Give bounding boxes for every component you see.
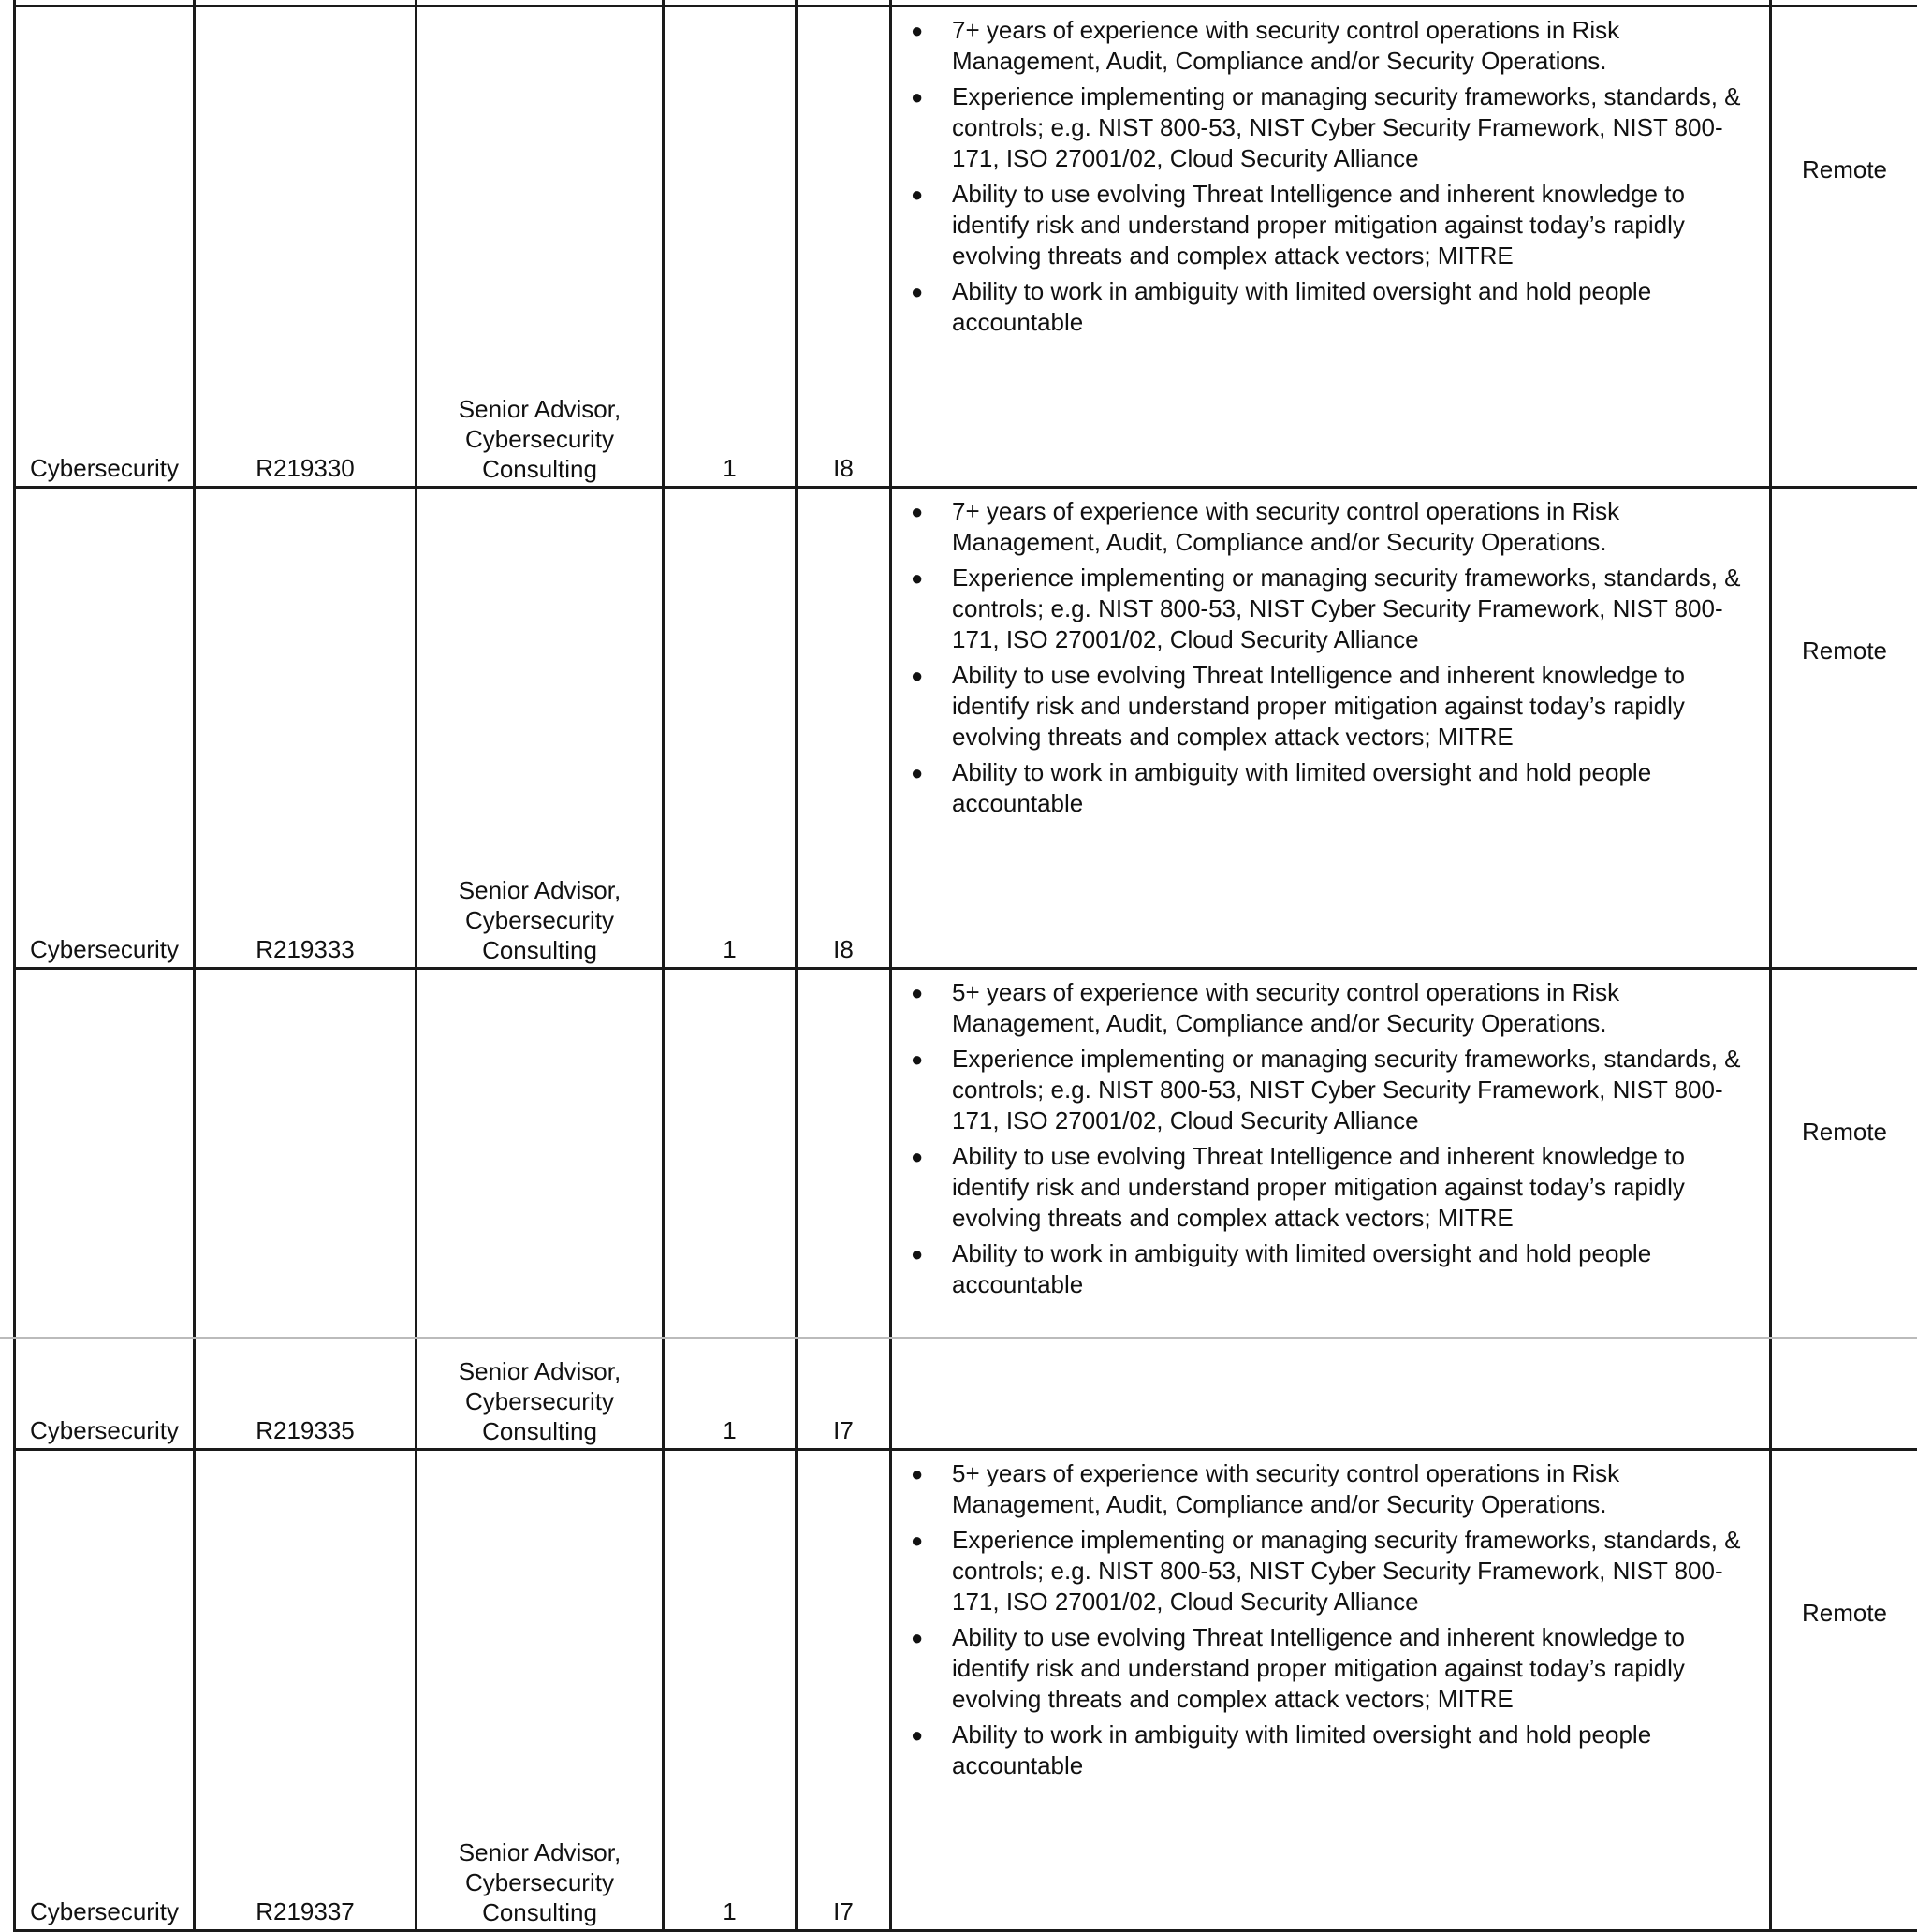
job-openings-table — [13, 0, 1917, 1932]
category-text: Cybersecurity — [30, 454, 179, 482]
requirements-list — [898, 1458, 1763, 1781]
table-row — [15, 7, 1917, 488]
level-text: I8 — [833, 454, 854, 482]
category-cell — [15, 969, 195, 1450]
location-cell — [1771, 969, 1917, 1450]
requirement-item — [898, 179, 1763, 271]
requirement-text: Experience implementing or managing security frameworks, standards, & controls; e.g. NIST 800-53, NIST Cyber Security Framework, NIST 800-171, ISO 27001/02, Cloud Security Alliance — [952, 564, 1741, 653]
job-title-cell — [417, 969, 664, 1450]
requirement-item — [898, 757, 1763, 819]
requirement-item — [898, 496, 1763, 558]
requisition-id-text: R219330 — [256, 454, 355, 482]
category-cell — [15, 7, 195, 488]
job-title-line: Cybersecurity — [425, 1867, 654, 1897]
requirements-cell — [891, 969, 1771, 1450]
openings-cell — [664, 7, 797, 488]
requirement-text: Ability to work in ambiguity with limited oversight and hold people accountable — [952, 277, 1651, 336]
level-cell — [797, 969, 891, 1450]
job-title-line: Consulting — [425, 1897, 654, 1927]
requirement-text: Experience implementing or managing security frameworks, standards, & controls; e.g. NIST 800-53, NIST Cyber Security Framework, NIST 800-171, ISO 27001/02, Cloud Security Alliance — [952, 82, 1741, 172]
job-title-line: Senior Advisor, — [425, 394, 654, 424]
requirement-item — [898, 1622, 1763, 1715]
bullet-icon: ● — [911, 1238, 923, 1269]
requirements-cell — [891, 488, 1771, 969]
level-text: I8 — [833, 935, 854, 963]
job-title-cell — [417, 488, 664, 969]
job-title-line: Consulting — [425, 1416, 654, 1446]
requirement-item — [898, 15, 1763, 77]
location-text: Remote — [1802, 1599, 1887, 1627]
category-cell — [15, 1450, 195, 1931]
requirements-cell — [891, 1450, 1771, 1931]
requirement-item — [898, 276, 1763, 338]
requirement-text: Ability to use evolving Threat Intelligence and inherent knowledge to identify risk and understand proper mitigation against today’s rapidly evolving threats and complex attack vectors; MITRE — [952, 1623, 1685, 1713]
requirement-item — [898, 1044, 1763, 1136]
openings-count: 1 — [723, 454, 736, 482]
requirement-item — [898, 977, 1763, 1039]
requirements-list — [898, 977, 1763, 1300]
bullet-icon: ● — [911, 496, 923, 527]
bullet-icon: ● — [911, 1458, 923, 1489]
requirement-text: 7+ years of experience with security control operations in Risk Management, Audit, Compliance and/or Security Operations. — [952, 16, 1619, 75]
job-title-line: Senior Advisor, — [425, 875, 654, 905]
requirement-item — [898, 1720, 1763, 1781]
requirement-item — [898, 1458, 1763, 1520]
requirement-item — [898, 1525, 1763, 1617]
level-cell — [797, 488, 891, 969]
requirement-item — [898, 1141, 1763, 1234]
openings-count: 1 — [723, 935, 736, 963]
level-text: I7 — [833, 1416, 854, 1444]
requisition-id-cell — [195, 7, 417, 488]
openings-count: 1 — [723, 1897, 736, 1925]
bullet-icon: ● — [911, 977, 923, 1008]
requirement-text: Experience implementing or managing security frameworks, standards, & controls; e.g. NIST 800-53, NIST Cyber Security Framework, NIST 800-171, ISO 27001/02, Cloud Security Alliance — [952, 1045, 1741, 1134]
requisition-id-text: R219335 — [256, 1416, 355, 1444]
bullet-icon: ● — [911, 563, 923, 593]
bullet-icon: ● — [911, 1141, 923, 1172]
bullet-icon: ● — [911, 179, 923, 210]
requirement-text: Ability to work in ambiguity with limited oversight and hold people accountable — [952, 1720, 1651, 1779]
openings-cell — [664, 969, 797, 1450]
requirements-cell — [891, 7, 1771, 488]
category-text: Cybersecurity — [30, 1416, 179, 1444]
requirement-item — [898, 563, 1763, 655]
level-text: I7 — [833, 1897, 854, 1925]
category-cell — [15, 488, 195, 969]
requisition-id-cell — [195, 969, 417, 1450]
requirement-text: Ability to use evolving Threat Intelligence and inherent knowledge to identify risk and understand proper mitigation against today’s rapidly evolving threats and complex attack vectors; MITRE — [952, 180, 1685, 270]
requisition-id-text: R219337 — [256, 1897, 355, 1925]
requirement-item — [898, 660, 1763, 753]
level-cell — [797, 1450, 891, 1931]
job-title-line: Consulting — [425, 935, 654, 965]
table-row — [15, 1450, 1917, 1931]
location-cell — [1771, 7, 1917, 488]
bullet-icon: ● — [911, 81, 923, 112]
job-title-line: Cybersecurity — [425, 424, 654, 454]
requirements-list — [898, 496, 1763, 819]
job-title-line: Cybersecurity — [425, 1386, 654, 1416]
category-text: Cybersecurity — [30, 1897, 179, 1925]
openings-cell — [664, 1450, 797, 1931]
requirement-text: Ability to work in ambiguity with limited oversight and hold people accountable — [952, 758, 1651, 817]
requirement-text: 5+ years of experience with security control operations in Risk Management, Audit, Compliance and/or Security Operations. — [952, 1459, 1619, 1518]
requisition-id-text: R219333 — [256, 935, 355, 963]
bullet-icon: ● — [911, 1622, 923, 1653]
requirement-item — [898, 1238, 1763, 1300]
job-title-line: Consulting — [425, 454, 654, 484]
openings-count: 1 — [723, 1416, 736, 1444]
location-cell — [1771, 1450, 1917, 1931]
location-text: Remote — [1802, 637, 1887, 665]
requirements-list — [898, 15, 1763, 338]
job-title-cell — [417, 1450, 664, 1931]
bullet-icon: ● — [911, 276, 923, 307]
bullet-icon: ● — [911, 757, 923, 788]
requirement-text: Experience implementing or managing security frameworks, standards, & controls; e.g. NIST 800-53, NIST Cyber Security Framework, NIST 800-171, ISO 27001/02, Cloud Security Alliance — [952, 1526, 1741, 1616]
bullet-icon: ● — [911, 1044, 923, 1075]
location-text: Remote — [1802, 1118, 1887, 1146]
requirement-text: 7+ years of experience with security control operations in Risk Management, Audit, Compliance and/or Security Operations. — [952, 497, 1619, 556]
requirement-text: 5+ years of experience with security control operations in Risk Management, Audit, Compliance and/or Security Operations. — [952, 978, 1619, 1037]
table-row — [15, 969, 1917, 1450]
page-bottom-edge — [0, 1337, 1917, 1339]
job-title-line: Cybersecurity — [425, 905, 654, 935]
bullet-icon: ● — [911, 1720, 923, 1750]
requirement-text: Ability to use evolving Threat Intelligence and inherent knowledge to identify risk and understand proper mitigation against today’s rapidly evolving threats and complex attack vectors; MITRE — [952, 661, 1685, 751]
bullet-icon: ● — [911, 660, 923, 691]
openings-cell — [664, 488, 797, 969]
location-text: Remote — [1802, 155, 1887, 183]
job-title-cell — [417, 7, 664, 488]
job-title-line: Senior Advisor, — [425, 1356, 654, 1386]
level-cell — [797, 7, 891, 488]
requirement-item — [898, 81, 1763, 174]
requirement-text: Ability to work in ambiguity with limited oversight and hold people accountable — [952, 1239, 1651, 1298]
requisition-id-cell — [195, 1450, 417, 1931]
requirement-text: Ability to use evolving Threat Intelligence and inherent knowledge to identify risk and understand proper mitigation against today’s rapidly evolving threats and complex attack vectors; MITRE — [952, 1142, 1685, 1232]
table-row — [15, 488, 1917, 969]
location-cell — [1771, 488, 1917, 969]
requisition-id-cell — [195, 488, 417, 969]
category-text: Cybersecurity — [30, 935, 179, 963]
job-title-line: Senior Advisor, — [425, 1837, 654, 1867]
bullet-icon: ● — [911, 1525, 923, 1556]
bullet-icon: ● — [911, 15, 923, 46]
